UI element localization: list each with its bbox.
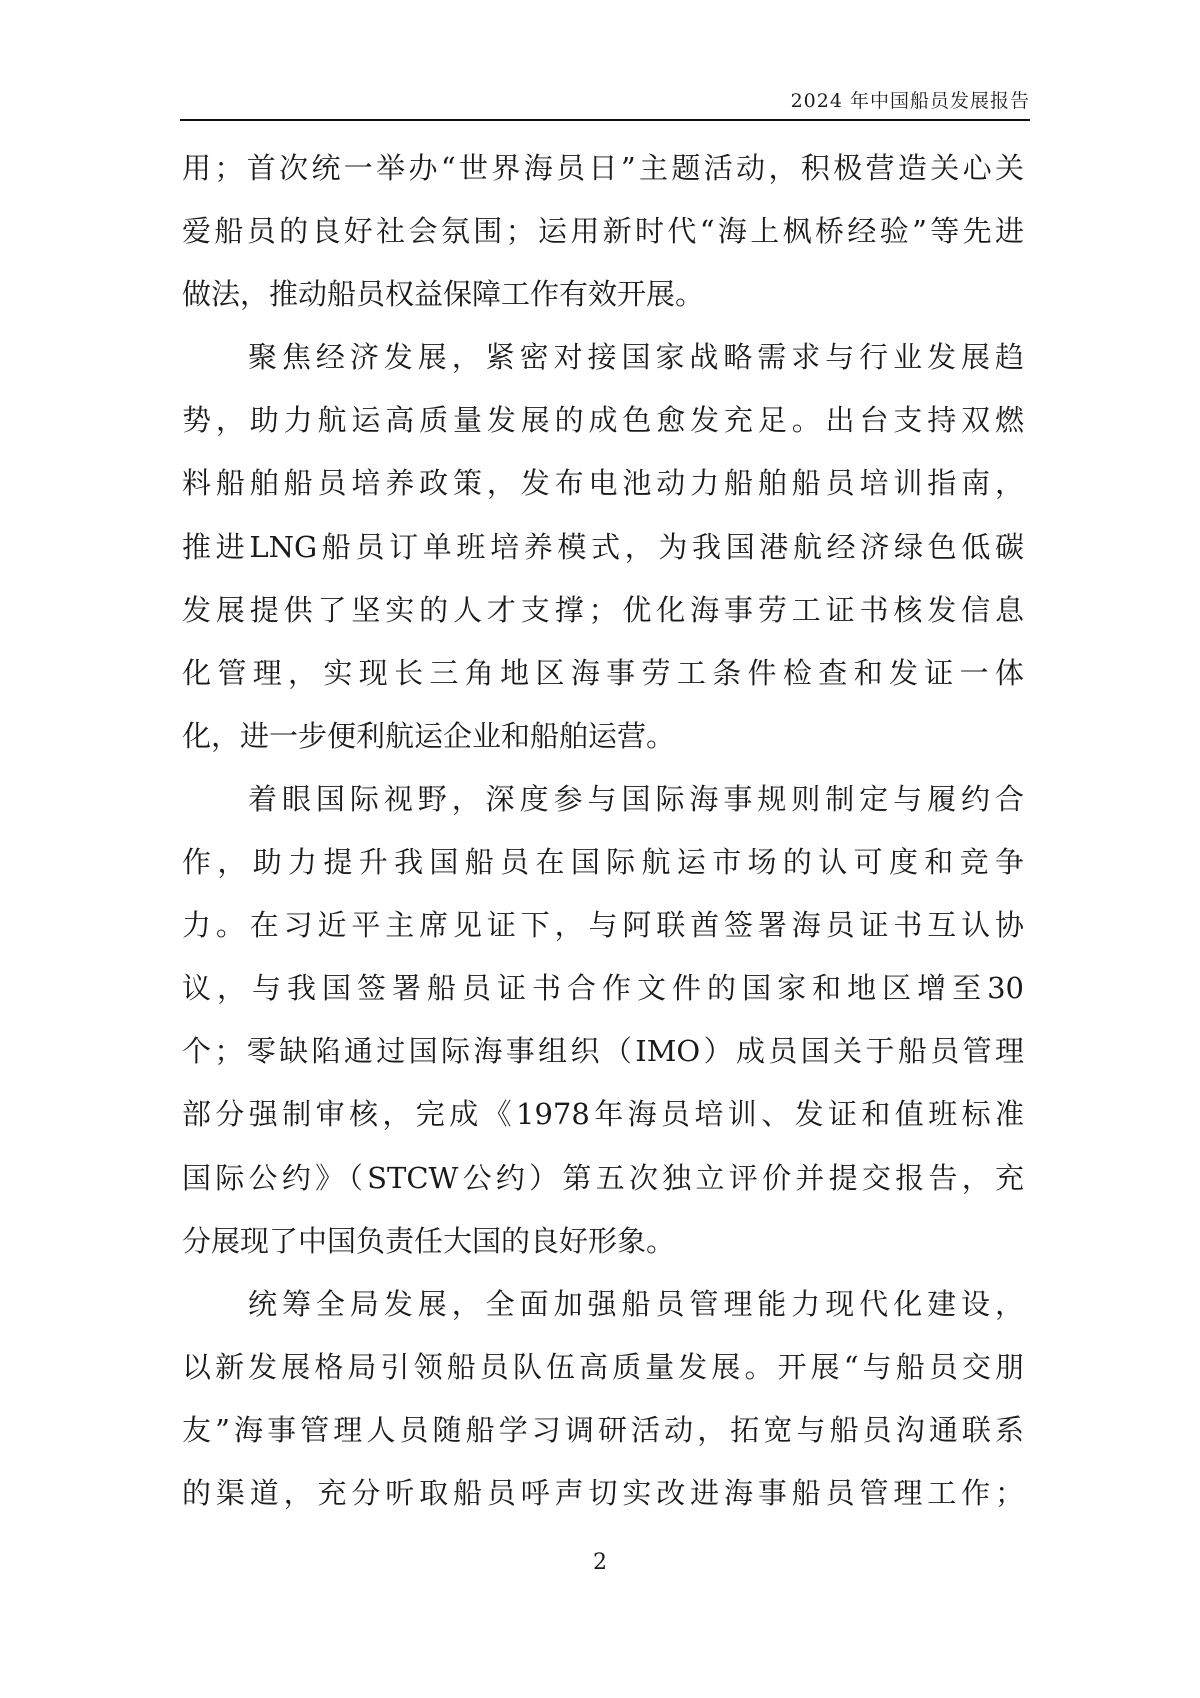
text-line: 力。在习近平主席见证下，与阿联酋签署海员证书互认协 xyxy=(182,908,1024,943)
text-line: 议，与我国签署船员证书合作文件的国家和地区增至30 xyxy=(182,971,1024,1006)
text-line: 友”海事管理人员随船学习调研活动，拓宽与船员沟通联系 xyxy=(182,1412,1024,1447)
text-line: 推进LNG船员订单班培养模式，为我国港航经济绿色低碳 xyxy=(182,529,1024,564)
text-line: 化管理，实现长三角地区海事劳工条件检查和发证一体 xyxy=(182,655,1024,690)
running-header: 2024 年中国船员发展报告 xyxy=(790,90,1030,112)
text-line: 化，进一步便利航运企业和船舶运营。 xyxy=(182,718,676,753)
text-line: 分展现了中国负责任大国的良好形象。 xyxy=(182,1223,676,1258)
text-line: 作，助力提升我国船员在国际航运市场的认可度和竞争 xyxy=(182,845,1024,880)
text-line: 用；首次统一举办“世界海员日”主题活动，积极营造关心关 xyxy=(182,151,1024,185)
text-line: 部分强制审核，完成《1978年海员培训、发证和值班标准 xyxy=(182,1097,1024,1132)
text-line: 做法，推动船员权益保障工作有效开展。 xyxy=(182,277,705,312)
text-line: 爱船员的良好社会氛围；运用新时代“海上枫桥经验”等先进 xyxy=(182,214,1024,249)
text-line: 统筹全局发展，全面加强船员管理能力现代化建设， xyxy=(248,1286,1024,1321)
text-line: 着眼国际视野，深度参与国际海事规则制定与履约合 xyxy=(248,781,1024,816)
text-line: 势，助力航运高质量发展的成色愈发充足。出台支持双燃 xyxy=(182,403,1024,438)
text-line: 以新发展格局引领船员队伍高质量发展。开展“与船员交朋 xyxy=(182,1349,1024,1384)
text-line: 聚焦经济发展，紧密对接国家战略需求与行业发展趋 xyxy=(248,340,1024,375)
text-line: 料船舶船员培养政策，发布电池动力船舶船员培训指南， xyxy=(182,466,1024,501)
text-line: 的渠道，充分听取船员呼声切实改进海事船员管理工作； xyxy=(182,1475,1024,1510)
text-line: 发展提供了坚实的人才支撑；优化海事劳工证书核发信息 xyxy=(182,592,1024,627)
text-line: 个；零缺陷通过国际海事组织（IMO）成员国关于船员管理 xyxy=(182,1034,1024,1069)
page-number: 2 xyxy=(593,1550,607,1575)
text-line: 国际公约》（STCW公约）第五次独立评价并提交报告，充 xyxy=(182,1160,1024,1195)
document-body xyxy=(182,137,1024,1525)
header-rule xyxy=(180,119,1030,121)
